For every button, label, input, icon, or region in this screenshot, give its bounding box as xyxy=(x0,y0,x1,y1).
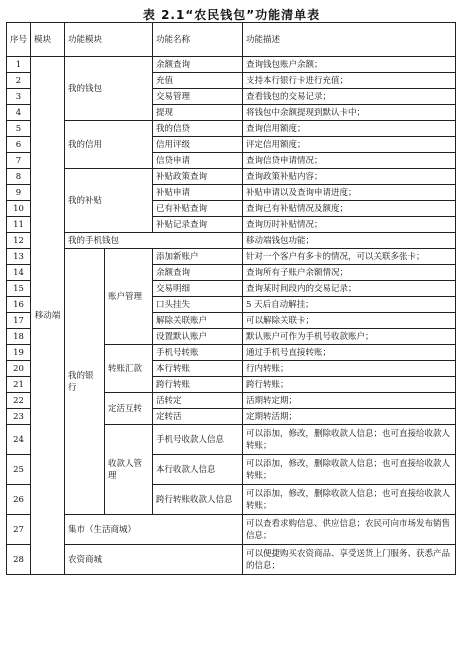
row-desc: 查询政策补贴内容； xyxy=(243,169,456,185)
row-name: 添加新账户 xyxy=(153,249,243,265)
row-name: 本行收款人信息 xyxy=(153,455,243,485)
row-seq: 26 xyxy=(7,485,31,515)
row-name: 余额查询 xyxy=(153,57,243,73)
row-seq: 11 xyxy=(7,217,31,233)
group-wallet: 我的钱包 xyxy=(65,57,153,121)
row-desc: 可以查看求购信息、供应信息；农民可向市场发布销售信息； xyxy=(243,515,456,545)
row-name: 已有补贴查询 xyxy=(153,201,243,217)
row-seq: 28 xyxy=(7,545,31,575)
row-name: 定转活 xyxy=(153,409,243,425)
row-desc: 补贴申请以及查询申请进度； xyxy=(243,185,456,201)
row-desc: 查询历时补贴情况； xyxy=(243,217,456,233)
row-desc: 查询钱包账户余额； xyxy=(243,57,456,73)
row-seq: 14 xyxy=(7,265,31,281)
row-name: 充值 xyxy=(153,73,243,89)
row-desc: 可以便捷购买农资商品、享受送货上门服务、获悉产品的信息； xyxy=(243,545,456,575)
table-row xyxy=(7,121,456,137)
row-seq: 21 xyxy=(7,377,31,393)
row-seq: 25 xyxy=(7,455,31,485)
row-seq: 10 xyxy=(7,201,31,217)
row-desc: 支持本行银行卡进行充值； xyxy=(243,73,456,89)
row-name: 交易明细 xyxy=(153,281,243,297)
row-seq: 5 xyxy=(7,121,31,137)
row-seq: 23 xyxy=(7,409,31,425)
module-mobile-cell xyxy=(31,57,65,575)
row-desc: 查询信贷申请情况； xyxy=(243,153,456,169)
row-name: 提现 xyxy=(153,105,243,121)
row-desc: 查看钱包的交易记录； xyxy=(243,89,456,105)
row-name: 手机号转账 xyxy=(153,345,243,361)
row-seq: 18 xyxy=(7,329,31,345)
row-seq: 24 xyxy=(7,425,31,455)
row-seq: 13 xyxy=(7,249,31,265)
group-phone-wallet: 我的手机钱包 xyxy=(65,233,243,249)
row-seq: 17 xyxy=(7,313,31,329)
row-seq: 12 xyxy=(7,233,31,249)
row-desc: 移动端钱包功能； xyxy=(243,233,456,249)
row-name: 手机号收款人信息 xyxy=(153,425,243,455)
row-desc: 针对一个客户有多卡的情况，可以关联多张卡； xyxy=(243,249,456,265)
row-desc: 评定信用额度； xyxy=(243,137,456,153)
table-row xyxy=(7,233,456,249)
row-seq: 8 xyxy=(7,169,31,185)
row-name: 跨行转账收款人信息 xyxy=(153,485,243,515)
row-desc: 查询某时间段内的交易记录； xyxy=(243,281,456,297)
row-name: 跨行转账 xyxy=(153,377,243,393)
table-row xyxy=(7,249,456,265)
header-function-name: 功能名称 xyxy=(153,23,243,57)
row-name: 我的信贷 xyxy=(153,121,243,137)
row-name: 补贴记录查询 xyxy=(153,217,243,233)
row-desc: 跨行转账； xyxy=(243,377,456,393)
function-list-table xyxy=(6,22,456,575)
group-credit: 我的信用 xyxy=(65,121,153,169)
row-name: 信贷申请 xyxy=(153,153,243,169)
table-row xyxy=(7,169,456,185)
group-subsidy: 我的补贴 xyxy=(65,169,153,233)
row-name: 补贴政策查询 xyxy=(153,169,243,185)
row-seq: 20 xyxy=(7,361,31,377)
subgroup-deposit-switch: 定活互转 xyxy=(105,393,153,425)
row-name: 解除关联账户 xyxy=(153,313,243,329)
row-desc: 可以解除关联卡； xyxy=(243,313,456,329)
module-mobile-label: 移动端 xyxy=(34,310,61,321)
row-name: 本行转账 xyxy=(153,361,243,377)
table-row xyxy=(7,515,456,545)
subgroup-transfer: 转账汇款 xyxy=(105,345,153,393)
table-title: 表 2.1“农民钱包”功能清单表 xyxy=(142,8,321,22)
row-name: 口头挂失 xyxy=(153,297,243,313)
table-row xyxy=(7,57,456,73)
row-seq: 22 xyxy=(7,393,31,409)
row-name: 活转定 xyxy=(153,393,243,409)
subgroup-account-mgmt: 账户管理 xyxy=(105,249,153,345)
header-function-desc: 功能描述 xyxy=(243,23,456,57)
row-desc: 查询信用额度； xyxy=(243,121,456,137)
row-desc: 将钱包中余额提现到默认卡中； xyxy=(243,105,456,121)
row-desc: 默认账户可作为手机号收款账户； xyxy=(243,329,456,345)
row-seq: 2 xyxy=(7,73,31,89)
row-desc: 5 天后自动解挂； xyxy=(243,297,456,313)
row-desc: 可以添加，修改，删除收款人信息；也可直接给收款人转账； xyxy=(243,425,456,455)
subgroup-payee-mgmt: 收款人管理 xyxy=(105,425,153,515)
table-header-row xyxy=(7,23,456,57)
row-seq: 27 xyxy=(7,515,31,545)
header-function-module: 功能模块 xyxy=(65,23,153,57)
header-module: 模块 xyxy=(31,23,65,57)
row-desc: 行内转账； xyxy=(243,361,456,377)
row-desc: 查询已有补贴情况及额度； xyxy=(243,201,456,217)
row-seq: 16 xyxy=(7,297,31,313)
row-seq: 4 xyxy=(7,105,31,121)
row-name: 交易管理 xyxy=(153,89,243,105)
row-seq: 9 xyxy=(7,185,31,201)
row-desc: 可以添加，修改，删除收款人信息；也可直接给收款人转账； xyxy=(243,485,456,515)
row-desc: 定期转活期； xyxy=(243,409,456,425)
row-desc: 通过手机号直接转账； xyxy=(243,345,456,361)
row-seq: 7 xyxy=(7,153,31,169)
group-market: 集市（生活商城） xyxy=(65,515,243,545)
row-name: 信用评级 xyxy=(153,137,243,153)
row-seq: 15 xyxy=(7,281,31,297)
group-agri-mall: 农资商城 xyxy=(65,545,243,575)
table-row xyxy=(7,545,456,575)
row-seq: 1 xyxy=(7,57,31,73)
row-seq: 3 xyxy=(7,89,31,105)
row-name: 补贴申请 xyxy=(153,185,243,201)
row-name: 余额查询 xyxy=(153,265,243,281)
row-seq: 19 xyxy=(7,345,31,361)
row-desc: 活期转定期； xyxy=(243,393,456,409)
row-name: 设置默认账户 xyxy=(153,329,243,345)
group-bank: 我的银行 xyxy=(65,249,105,515)
header-seq: 序号 xyxy=(7,23,31,57)
row-desc: 可以添加，修改，删除收款人信息；也可直接给收款人转账； xyxy=(243,455,456,485)
row-desc: 查询所有子账户余额情况； xyxy=(243,265,456,281)
row-seq: 6 xyxy=(7,137,31,153)
